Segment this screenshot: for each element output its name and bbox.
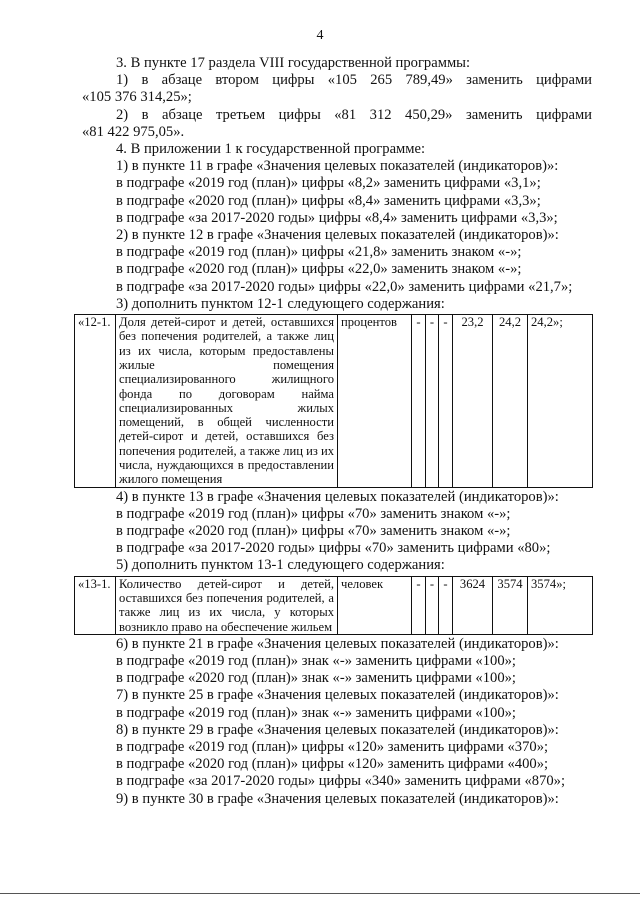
value-cell: 3574: [493, 576, 528, 634]
text-line: 3. В пункте 17 раздела VIII государственной программы:: [116, 55, 471, 71]
paragraph-group-mid: [82, 489, 592, 575]
table-row: [75, 315, 593, 488]
value-cell: -: [426, 576, 439, 634]
text-line: в подграфе «2020 год (план)» цифры «120» заменить цифрами «400»;: [116, 756, 549, 773]
text-line: в подграфе «за 2017-2020 годы» цифры «22,0» заменить цифрами «21,7»;: [116, 278, 573, 295]
text-line: в подграфе «2020 год (план)» цифры «70» заменить знаком «-»;: [116, 523, 511, 540]
text-line: 7) в пункте 25 в графе «Значения целевых показателей (индикаторов)»:: [116, 687, 559, 704]
text-line: 6) в пункте 21 в графе «Значения целевых показателей (индикаторов)»:: [116, 635, 559, 652]
paragraph-group-top: [82, 55, 592, 313]
text-line: «81 422 975,05».: [82, 123, 185, 140]
text-line: в подграфе «за 2017-2020 годы» цифры «70» заменить цифрами «80»;: [116, 540, 551, 557]
text-line: 5) дополнить пунктом 13-1 следующего содержания:: [116, 557, 445, 574]
text-line: 4. В приложении 1 к государственной программе:: [116, 141, 426, 158]
text-line: 4) в пункте 13 в графе «Значения целевых показателей (индикаторов)»:: [116, 488, 559, 505]
unit-cell: процентов: [338, 315, 412, 488]
value-cell: 24,2: [493, 315, 528, 488]
text-line: в подграфе «2020 год (план)» знак «-» заменить цифрами «100»;: [116, 670, 516, 687]
paragraph-group-bottom: [82, 636, 592, 808]
value-cell: -: [439, 576, 453, 634]
text-line: 1) в абзаце втором цифры «105 265 789,49» заменить цифрами: [116, 72, 592, 89]
text-line: в подграфе «за 2017-2020 годы» цифры «340» заменить цифрами «870»;: [116, 773, 566, 790]
text-line: 9) в пункте 30 в графе «Значения целевых показателей (индикаторов)»:: [116, 790, 559, 807]
text-line: 3) дополнить пунктом 12-1 следующего содержания:: [116, 295, 445, 312]
text-line: в подграфе «2019 год (план)» цифры «120» заменить цифрами «370»;: [116, 739, 549, 756]
value-cell: -: [426, 315, 439, 488]
text-line: 2) в абзаце третьем цифры «81 312 450,29» заменить цифрами: [116, 106, 592, 123]
row-number: «12-1.: [75, 315, 116, 488]
value-cell: 3574»;: [528, 576, 593, 634]
scan-edge-line: [0, 893, 640, 894]
text-line: в подграфе «2019 год (план)» знак «-» заменить цифрами «100»;: [116, 653, 516, 670]
text-line: в подграфе «2019 год (план)» знак «-» заменить цифрами «100»;: [116, 704, 516, 721]
document-body: [78, 55, 592, 808]
text-line: в подграфе «за 2017-2020 годы» цифры «8,4» заменить цифрами «3,3»;: [116, 209, 558, 226]
indicator-table-12-1: [74, 314, 593, 488]
row-number: «13-1.: [75, 576, 116, 634]
text-line: в подграфе «2020 год (план)» цифры «22,0» заменить знаком «-»;: [116, 261, 522, 278]
text-line: в подграфе «2019 год (план)» цифры «8,2» заменить цифрами «3,1»;: [116, 175, 541, 192]
value-cell: 24,2»;: [528, 315, 593, 488]
indicator-description: Количество детей-сирот и детей, оставшихся без попечения родителей, а также лиц из их числа, у которых возникло право на обеспечение жильем: [116, 576, 338, 634]
value-cell: -: [412, 576, 426, 634]
value-cell: -: [412, 315, 426, 488]
value-cell: -: [439, 315, 453, 488]
text-line: в подграфе «2020 год (план)» цифры «8,4» заменить цифрами «3,3»;: [116, 192, 541, 209]
unit-cell: человек: [338, 576, 412, 634]
indicator-table-13-1: [74, 576, 593, 635]
text-line: 8) в пункте 29 в графе «Значения целевых показателей (индикаторов)»:: [116, 721, 559, 738]
text-line: 1) в пункте 11 в графе «Значения целевых показателей (индикаторов)»:: [116, 158, 559, 175]
text-line: «105 376 314,25»;: [82, 89, 192, 106]
page-number: 4: [316, 28, 324, 43]
value-cell: 23,2: [453, 315, 493, 488]
text-line: в подграфе «2019 год (план)» цифры «70» заменить знаком «-»;: [116, 505, 511, 522]
text-line: в подграфе «2019 год (план)» цифры «21,8» заменить знаком «-»;: [116, 244, 522, 261]
indicator-description: Доля детей-сирот и детей, оставшихся без попечения родителей, а также лиц из их числа, которым предоставлены жилые помещения специализированного жилищного фонда по договорам найма специализированных жилых помещений, в общей численности детей-сирот и детей, оставшихся без попечения родителей, а также лиц из их числа, нуждающихся в предоставлении жилого помещения: [116, 315, 338, 488]
table-row: [75, 576, 593, 634]
text-line: 2) в пункте 12 в графе «Значения целевых показателей (индикаторов)»:: [116, 227, 559, 244]
value-cell: 3624: [453, 576, 493, 634]
